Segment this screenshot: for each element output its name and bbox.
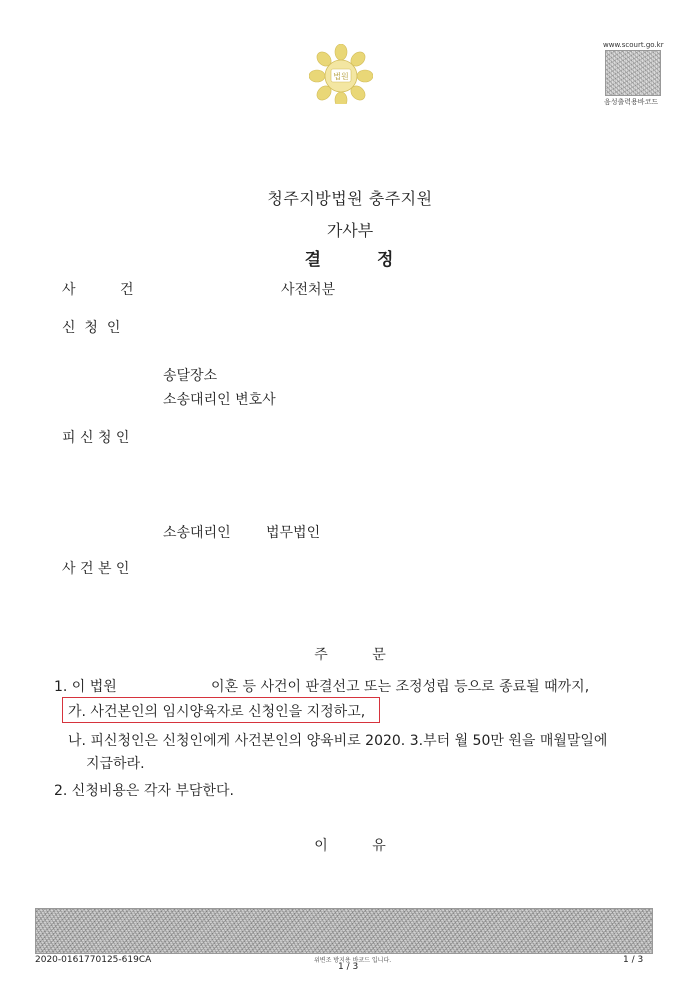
case-person-label: 사 건 본 인 [62, 561, 130, 577]
order-line-2: 2. 신청비용은 각자 부담한다. [54, 783, 234, 799]
respondent-attorney-label: 소송대리인 [163, 525, 231, 541]
order-item-na-continued: 지급하라. [86, 756, 145, 772]
reason-title: 이 유 [314, 838, 386, 854]
page-number-right: 1 / 3 [623, 955, 644, 965]
order-title: 주 문 [314, 647, 386, 663]
applicant-attorney-label: 소송대리인 변호사 [163, 392, 276, 408]
order-item-na: 나. 피신청인은 신청인에게 사건본인의 양육비로 2020. 3.부터 월 50만 원을 매월말일에 [68, 733, 608, 749]
barcode-note: 위변조 방지용 바코드 입니다. [314, 957, 392, 964]
case-label: 사 건 [62, 282, 134, 298]
document-title [0, 245, 700, 270]
law-firm-label: 법무법인 [266, 525, 321, 541]
case-value: 사전처분 [281, 282, 336, 298]
qr-barcode [605, 50, 661, 96]
department-name: 가사부 [326, 221, 374, 240]
order-line-1-prefix: 1. 이 법원 [54, 679, 117, 695]
title-char-1: 결 [304, 250, 323, 270]
applicant-label: 신 청 인 [62, 320, 121, 336]
order-item-ga: 가. 사건본인의 임시양육자로 신청인을 지정하고, [68, 704, 366, 720]
qr-url: www.scourt.go.kr [603, 41, 664, 49]
court-emblem-icon [309, 44, 373, 104]
emblem-label: 법원 [333, 72, 349, 81]
qr-caption: 음성출력용바코드 [604, 98, 659, 106]
order-line-1-suffix: 이혼 등 사건이 판결선고 또는 조정성립 등으로 종료될 때까지, [211, 679, 590, 695]
document-number: 2020-0161770125-619CA [35, 955, 152, 965]
title-char-2: 정 [377, 250, 396, 270]
court-name: 청주지방법원 충주지원 [267, 189, 433, 208]
delivery-address-label: 송달장소 [163, 368, 218, 384]
security-barcode [35, 908, 653, 954]
respondent-label: 피 신 청 인 [62, 430, 130, 446]
page-number-center: 1 / 3 [338, 962, 359, 972]
